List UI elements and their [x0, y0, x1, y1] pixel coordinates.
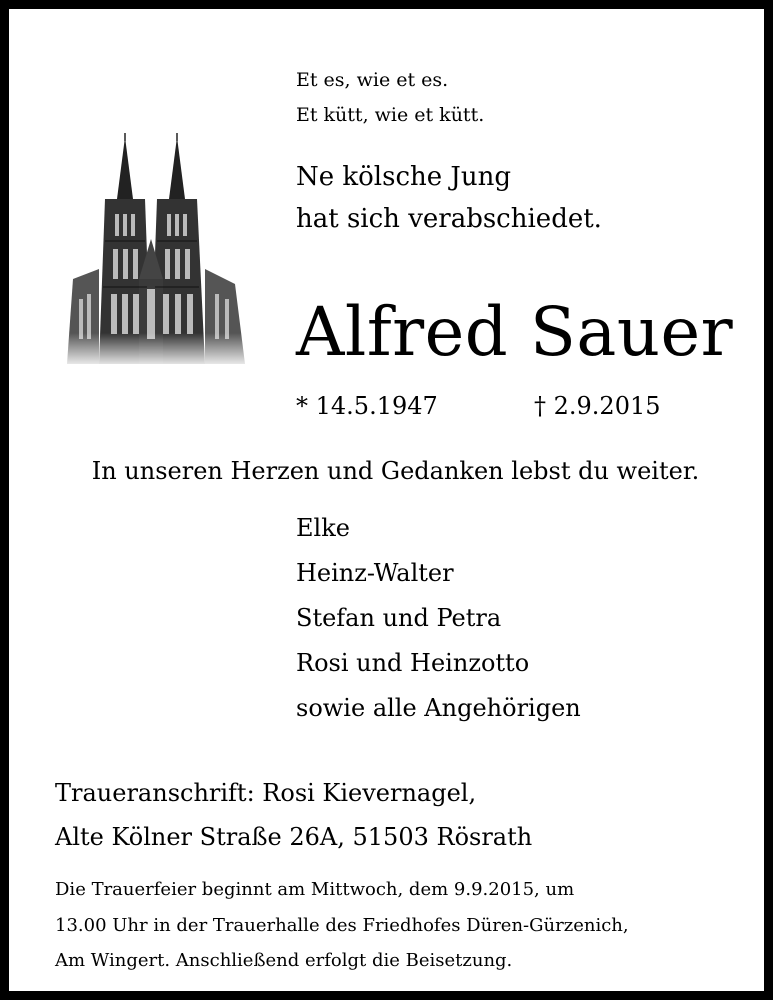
deceased-name: Alfred Sauer	[296, 293, 734, 371]
mourning-address-line-2: Alte Kölner Straße 26A, 51503 Rösrath	[55, 823, 533, 851]
intro-line-1: Ne kölsche Jung	[296, 162, 511, 192]
mourner-item: sowie alle Angehörigen	[296, 694, 581, 722]
motto-line-1: Et es, wie et es.	[296, 69, 449, 91]
motto-line-2: Et kütt, wie et kütt.	[296, 104, 485, 126]
cologne-cathedral-illustration	[59, 129, 259, 369]
mourning-address-line-1: Traueranschrift: Rosi Kievernagel,	[55, 779, 477, 807]
service-info-line-1: Die Trauerfeier beginnt am Mittwoch, dem 9.9.2015, um	[55, 879, 575, 900]
mourner-item: Rosi und Heinzotto	[296, 649, 530, 677]
intro-line-2: hat sich verabschiedet.	[296, 204, 602, 234]
mourner-item: Elke	[296, 514, 350, 542]
birth-date: * 14.5.1947	[296, 392, 438, 420]
death-date: † 2.9.2015	[534, 392, 661, 420]
mourner-item: Heinz-Walter	[296, 559, 454, 587]
service-info-line-2: 13.00 Uhr in der Trauerhalle des Friedhofes Düren-Gürzenich,	[55, 915, 629, 936]
mourner-item: Stefan und Petra	[296, 604, 502, 632]
service-info-line-3: Am Wingert. Anschließend erfolgt die Beisetzung.	[55, 950, 513, 971]
sentiment-line: In unseren Herzen und Gedanken lebst du weiter.	[91, 457, 700, 485]
